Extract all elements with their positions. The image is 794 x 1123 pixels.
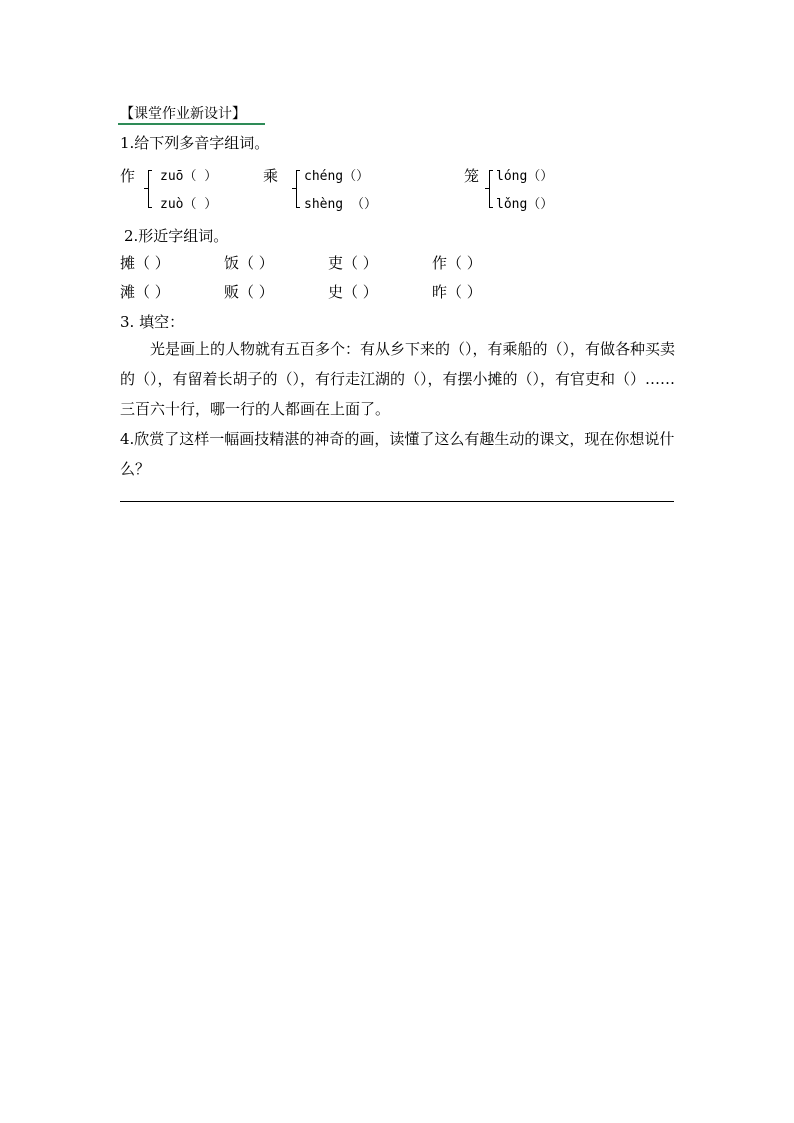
reading-3b: lǒng（）: [496, 197, 554, 212]
brace-3: [489, 170, 493, 208]
section-heading: 【课堂作业新设计】: [120, 106, 246, 122]
similar-char-2a: 饭（ ）: [224, 254, 274, 272]
similar-char-3b: 史（ ）: [328, 283, 378, 301]
similar-char-1a: 摊（ ）: [120, 254, 170, 272]
reading-3a: lóng（）: [496, 169, 554, 184]
similar-char-2b: 贩（ ）: [224, 283, 274, 301]
question-4-title: 4.欣赏了这样一幅画技精湛的神奇的画，读懂了这么有趣生动的课文，现在你想说什么？: [120, 430, 675, 478]
polyphone-char-3: 笼: [464, 167, 480, 185]
question-2-title: 2.形近字组词。: [124, 227, 229, 245]
reading-1a: zuō（ ）: [160, 169, 218, 184]
polyphone-char-1: 作: [120, 167, 136, 185]
reading-1b: zuò（ ）: [160, 197, 218, 212]
brace-2-tip: [292, 188, 296, 189]
brace-3-tip: [485, 188, 489, 189]
similar-char-1b: 滩（ ）: [120, 283, 170, 301]
brace-1: [148, 170, 152, 208]
question-1-title: 1.给下列多音字组词。: [120, 134, 270, 152]
polyphone-char-2: 乘: [263, 167, 279, 185]
question-3-title: 3. 填空：: [120, 313, 185, 331]
reading-2a: chéng（）: [304, 169, 370, 184]
similar-char-3a: 吏（ ）: [328, 254, 378, 272]
similar-char-4b: 昨（ ）: [432, 283, 482, 301]
heading-underline: [118, 123, 265, 125]
reading-2b: shèng （）: [304, 197, 377, 212]
brace-2: [296, 170, 300, 208]
brace-1-tip: [144, 188, 148, 189]
answer-line[interactable]: [120, 501, 674, 502]
similar-char-4a: 作（ ）: [432, 254, 482, 272]
question-3-passage: 光是画上的人物就有五百多个：有从乡下来的（），有乘船的（），有做各种买卖的（），有留着长胡子的（），有行走江湖的（），有摆小摊的（），有官吏和（）……三百六十行，哪一行的人都画在上面了。: [120, 340, 676, 418]
